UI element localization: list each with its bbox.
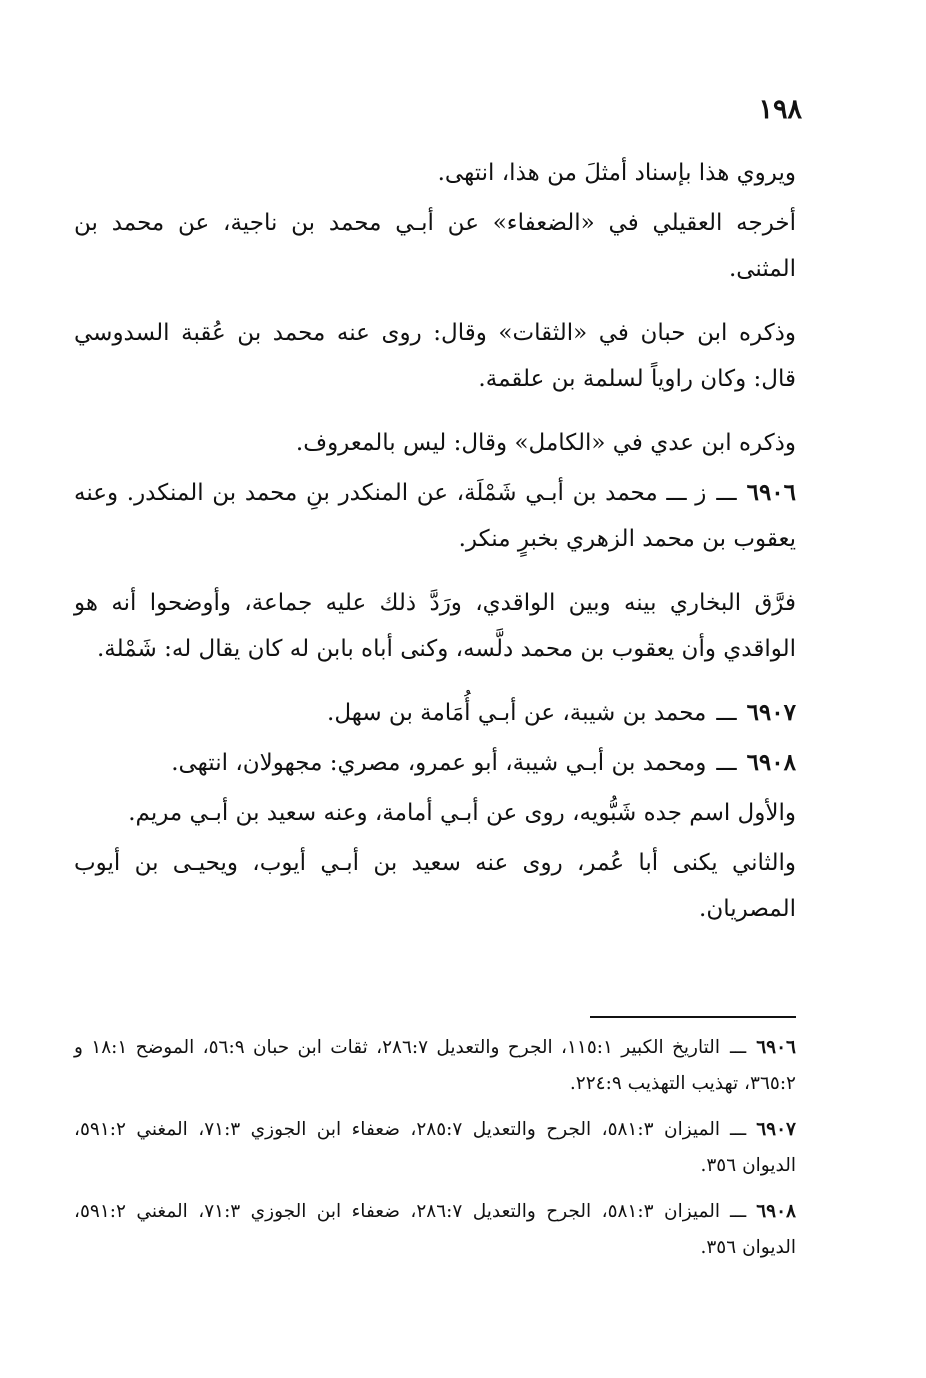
entry-6906 — [74, 470, 796, 562]
footnote-number: ٦٩٠٧ — [756, 1119, 796, 1140]
paragraph-ibn-adi: وذكره ابن عدي في «الكامل» وقال: ليس بالمعروف. — [295, 430, 796, 456]
paragraph-uqayli: أخرجه العقيلي في «الضعفاء» عن أبـي محمد بن ناجية، عن محمد بن المثنى. — [74, 210, 796, 282]
paragraph-first: والأول اسم جده شَبُّويه، روى عن أبـي أمامة، وعنه سعيد بن أبـي مريم. — [128, 800, 796, 826]
entry-6908 — [74, 740, 796, 786]
main-text — [74, 150, 796, 942]
footnote-dash: ـــ — [729, 1201, 747, 1222]
entry-dash: ـــ — [716, 480, 737, 506]
entry-text: ومحمد بن أبـي شيبة، أبو عمرو، مصري: مجهولان، انتهى. — [171, 750, 707, 776]
footnote-text: الميزان ٥٨١:٣، الجرح والتعديل ٢٨٦:٧، ضعفاء ابن الجوزي ٧١:٣، المغني ٥٩١:٢، الديوان ٣٥٦. — [74, 1201, 796, 1258]
entry-dash: ـــ — [716, 750, 737, 776]
footnote-text: التاريخ الكبير ١١٥:١، الجرح والتعديل ٢٨٦:٧، ثقات ابن حبان ٥٦:٩، الموضح ١٨:١ و ٣٦٥:٢، تهذيب التهذيب ٢٢٤:٩. — [74, 1037, 796, 1094]
footnote-text: الميزان ٥٨١:٣، الجرح والتعديل ٢٨٥:٧، ضعفاء ابن الجوزي ٧١:٣، المغني ٥٩١:٢، الديوان ٣٥٦. — [74, 1119, 796, 1176]
entry-6907 — [74, 690, 796, 736]
paragraph-ibn-hibban: وذكره ابن حبان في «الثقات» وقال: روى عنه محمد بن عُقبة السدوسي قال: وكان راوياً لسلمة بن علقمة. — [74, 320, 796, 392]
footnote-dash: ـــ — [729, 1037, 747, 1058]
entry-number: ٦٩٠٧ — [746, 699, 796, 726]
footnote-6908 — [74, 1194, 796, 1266]
entry-dash: ـــ — [716, 700, 737, 726]
page-number: ١٩٨ — [758, 94, 802, 125]
entry-number: ٦٩٠٨ — [746, 749, 796, 776]
footnote-number: ٦٩٠٨ — [756, 1201, 796, 1222]
footnote-6907 — [74, 1112, 796, 1184]
footnote-divider — [590, 1016, 796, 1018]
footnote-number: ٦٩٠٦ — [756, 1037, 796, 1058]
footnote-dash: ـــ — [729, 1119, 747, 1140]
paragraph-bukhari: فرَّق البخاري بينه وبين الواقدي، ورَدَّ ذلك عليه جماعة، وأوضحوا أنه هو الواقدي وأن يعقوب بن محمد دلَّسه، وكنى أباه بابن له كان يقال له: شَمْلة. — [74, 590, 796, 662]
footnotes — [74, 1030, 796, 1276]
entry-mark: ز ـــ — [666, 480, 707, 506]
paragraph-second: والثاني يكنى أبا عُمر، روى عنه سعيد بن أبـي أيوب، ويحيـى بن أيوب المصريان. — [74, 850, 796, 922]
footnote-6906 — [74, 1030, 796, 1102]
paragraph-narration: ويروي هذا بإسناد أمثلَ من هذا، انتهى. — [437, 160, 796, 186]
entry-text: محمد بن شيبة، عن أبـي أُمَامة بن سهل. — [327, 700, 707, 726]
entry-number: ٦٩٠٦ — [746, 479, 797, 506]
entry-text: محمد بن أبـي شَمْلَة، عن المنكدر بنِ محمد بن المنكدر. وعنه يعقوب بن محمد الزهري بخبرٍ منكر. — [74, 480, 796, 552]
